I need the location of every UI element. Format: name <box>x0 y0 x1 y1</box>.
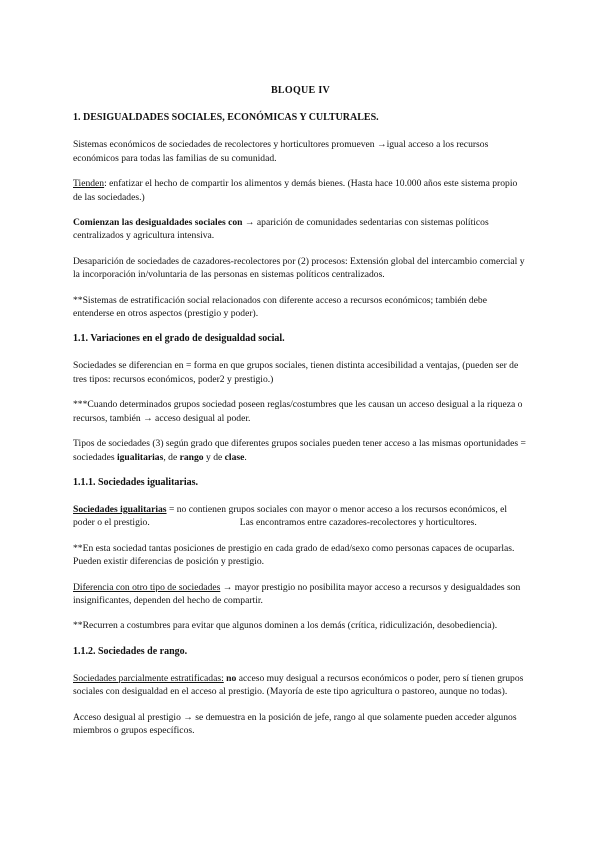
paragraph: **En esta sociedad tantas posiciones de prestigio en cada grado de edad/sexo como personas capaces de ocuparlas. Pueden existir diferencias de posición y prestigio. <box>73 542 515 568</box>
section-heading-1-1-1: 1.1.1. Sociedades igualitarias. <box>73 476 199 488</box>
underlined-term: Tienden <box>73 178 105 190</box>
paragraph: **Recurren a costumbres para evitar que algunos dominen a los demás (crítica, ridiculización, desobediencia). <box>73 620 498 632</box>
paragraph-text: acceso muy desigual a recursos económicos o poder, pero sí tienen grupos sociales con desigualdad en el acceso al prestigio. (Mayoría de este tipo agricultura o pastoreo, aunque no todas). <box>73 672 524 698</box>
paragraph-text: y de <box>203 451 225 463</box>
paragraph <box>73 216 528 243</box>
bold-term: clase <box>224 451 245 463</box>
paragraph: Acceso desigual al prestigio → se demuestra en la posición de jefe, rango al que solamente pueden acceder algunos miembros o grupos específicos. <box>73 711 517 736</box>
paragraph-text: = no contienen grupos sociales con mayor o menor acceso a los recursos económicos, el poder o el prestigio. <box>73 503 508 529</box>
paragraph: Desaparición de sociedades de cazadores-recolectores por (2) procesos: Extensión global del intercambio comercial y la incorporación in/voluntaria de las personas en sistemas políticos centralizados. <box>73 255 525 281</box>
paragraph-text: : enfatizar el hecho de compartir los alimentos y demás bienes. (Hasta hace 10.000 años este sistema propio de las sociedades.) <box>73 178 518 203</box>
paragraph <box>73 503 528 530</box>
paragraph-text: → aparición de comunidades sedentarias con sistemas políticos centralizados y agricultura intensiva. <box>73 217 489 242</box>
paragraph-text: Las encontramos entre cazadores-recolectores y horticultores. <box>239 517 477 529</box>
paragraph-text: Tipos de sociedades (3) según grado que diferentes grupos sociales pueden tener acceso a las mismas oportunidades = sociedades <box>73 438 526 463</box>
paragraph <box>73 437 528 464</box>
paragraph <box>73 581 528 608</box>
paragraph <box>73 177 528 204</box>
section-heading-1-1: 1.1. Variaciones en el grado de desigualdad social. <box>73 333 285 345</box>
paragraph: ***Cuando determinados grupos sociedad poseen reglas/costumbres que les causan un acceso desigual a la riqueza o recursos, también → acceso desigual al poder. <box>73 399 523 424</box>
paragraph-text: . <box>244 451 247 463</box>
paragraph: Sociedades se diferencian en = forma en que grupos sociales, tienen distinta accesibilidad a ventajas, (pueden ser de tres tipos: recursos económicos, poder2 y prestigio.) <box>73 360 519 385</box>
bold-term: rango <box>179 451 204 463</box>
paragraph-text: , de <box>163 451 180 463</box>
bold-term: Comienzan las desigualdades sociales con <box>73 217 243 229</box>
section-heading-1-1-2: 1.1.2. Sociedades de rango. <box>73 645 188 657</box>
underlined-term: Sociedades parcialmente estratificadas: <box>73 672 224 684</box>
paragraph <box>73 672 528 699</box>
underlined-term: Diferencia con otro tipo de sociedades <box>73 581 221 593</box>
paragraph-text: → mayor prestigio no posibilita mayor acceso a recursos y desigualdades son insignificantes, dependen del hecho de compartir. <box>73 581 521 606</box>
section-heading-1: 1. DESIGUALDADES SOCIALES, ECONÓMICAS Y CULTURALES. <box>73 112 379 124</box>
underlined-term <box>73 504 167 515</box>
bold-term: Sociedades igualitarias <box>73 503 167 515</box>
bold-term: igualitarias <box>116 451 164 463</box>
paragraph: **Sistemas de estratificación social relacionados con diferente acceso a recursos económicos; también debe entenderse en otros aspectos (prestigio y poder). <box>73 294 487 320</box>
paragraph: Sistemas económicos de sociedades de recolectores y horticultores promueven →igual acceso a los recursos económicos para todas las familias de su comunidad. <box>73 139 489 164</box>
page-title: BLOQUE IV <box>270 85 331 96</box>
bold-term: no <box>223 672 237 684</box>
